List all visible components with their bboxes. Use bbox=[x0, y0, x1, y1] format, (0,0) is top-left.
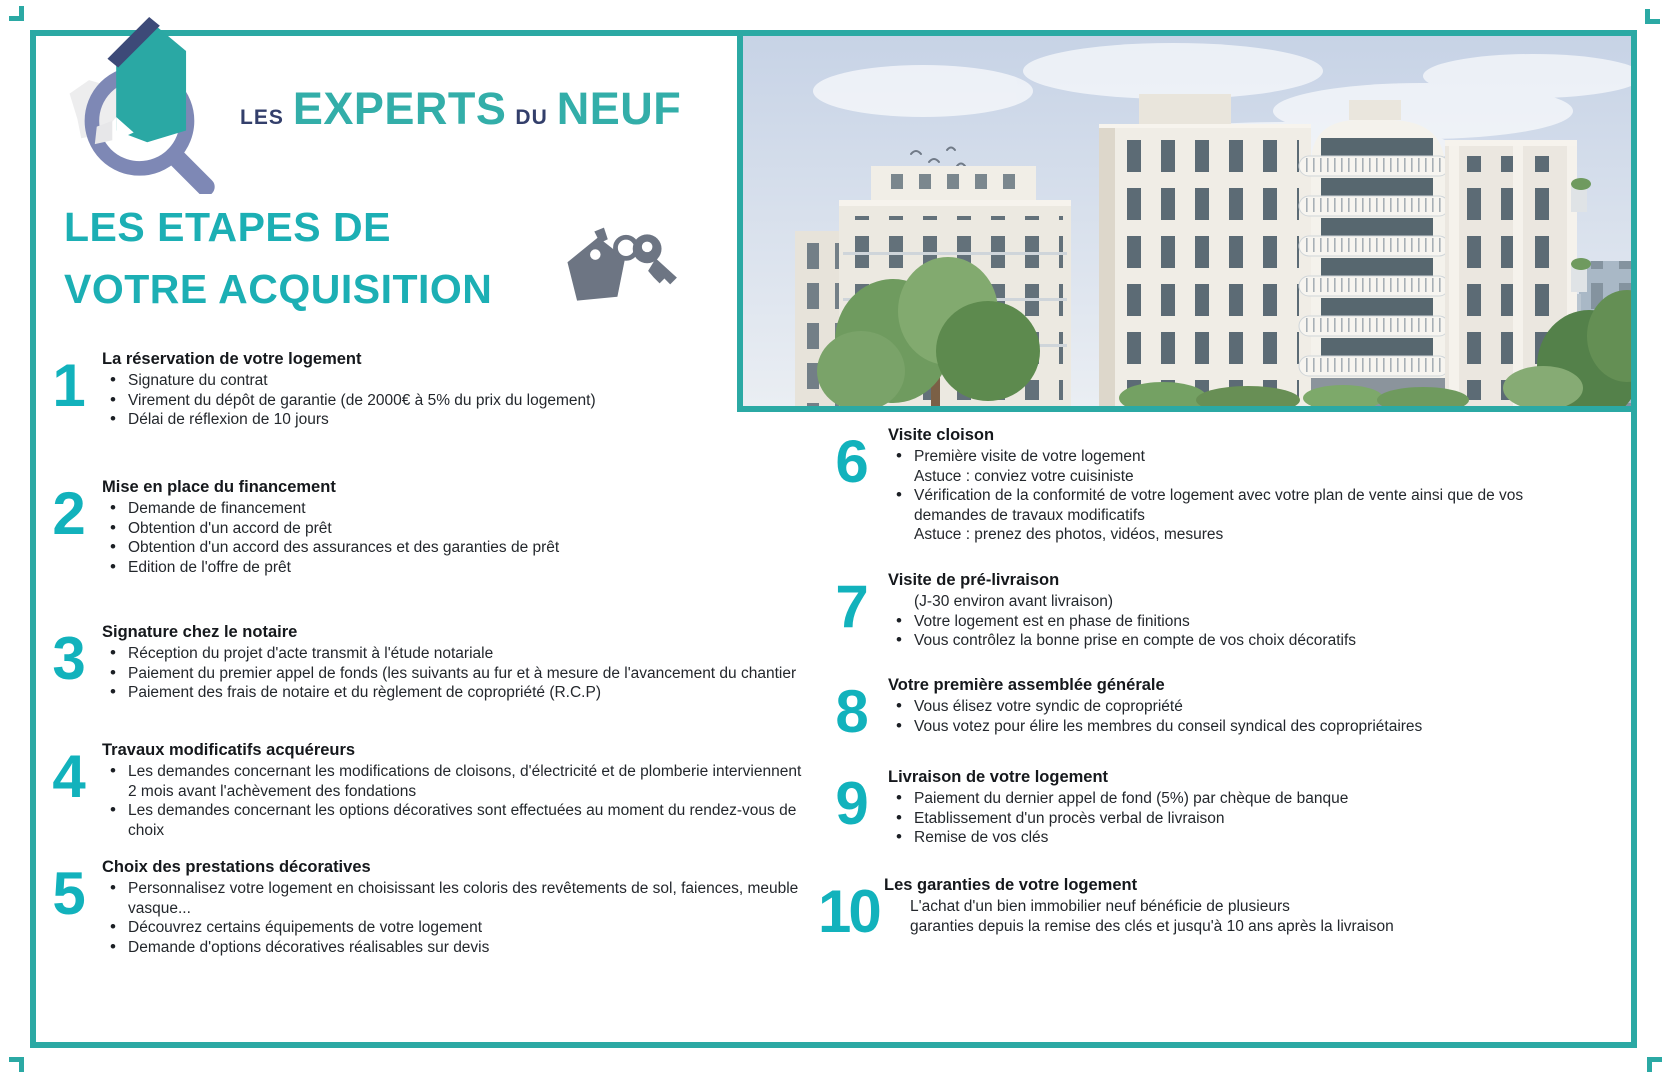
brand-logo bbox=[56, 4, 681, 199]
step-9 bbox=[822, 767, 1348, 848]
step-item-note: Astuce : conviez votre cuisiniste bbox=[914, 467, 1134, 485]
step-8 bbox=[822, 675, 1423, 745]
step-item: • Demande de financement bbox=[102, 499, 559, 519]
step-2-items bbox=[102, 499, 559, 577]
step-2 bbox=[44, 477, 559, 577]
step-item: • Votre logement est en phase de finitions bbox=[888, 612, 1356, 632]
step-3-heading: Signature chez le notaire bbox=[102, 623, 298, 641]
corner-mark-bottom-left bbox=[9, 1057, 24, 1072]
step-4-number: 4 bbox=[52, 743, 86, 810]
step-item: • Signature du contrat bbox=[102, 371, 596, 391]
step-item: • Vous élisez votre syndic de copropriété bbox=[888, 697, 1422, 717]
logo-word-neuf: NEUF bbox=[556, 82, 682, 134]
step-8-items bbox=[888, 697, 1422, 736]
corner-mark-top-left bbox=[9, 6, 24, 21]
brand-logo-text bbox=[231, 83, 681, 135]
step-item-note: garanties depuis la remise des clés et jusqu'à 10 ans après la livraison bbox=[910, 917, 1394, 935]
corner-mark-bottom-right bbox=[1647, 1057, 1662, 1072]
house-keys-icon bbox=[552, 220, 677, 321]
step-item: • Vous contrôlez la bonne prise en compte de vos choix décoratifs bbox=[888, 631, 1356, 651]
step-item: • Paiement du dernier appel de fond (5%) par chèque de banque bbox=[888, 789, 1348, 809]
step-6-items bbox=[888, 447, 1536, 545]
step-item-note: L'achat d'un bien immobilier neuf bénéficie de plusieurs bbox=[910, 898, 1290, 915]
corner-mark-top-right bbox=[1645, 9, 1660, 24]
new-apartment-building-photo bbox=[737, 30, 1637, 412]
step-item-note: Astuce : prenez des photos, vidéos, mesures bbox=[914, 526, 1224, 543]
step-item: • Personnalisez votre logement en choisissant les coloris des revêtements de sol, faiences, meuble vasque... bbox=[102, 879, 814, 918]
step-5-number: 5 bbox=[52, 860, 86, 927]
step-4 bbox=[44, 740, 814, 840]
step-item: • Etablissement d'un procès verbal de livraison bbox=[888, 809, 1348, 829]
step-item: • Obtention d'un accord de prêt bbox=[102, 519, 559, 539]
step-6-heading: Visite cloison bbox=[888, 426, 995, 444]
step-2-number: 2 bbox=[52, 480, 86, 547]
step-item: • Edition de l'offre de prêt bbox=[102, 558, 559, 578]
step-10 bbox=[818, 875, 1394, 945]
step-item: • Paiement du premier appel de fonds (les suivants au fur et à mesure de l'avancement du chantier bbox=[102, 664, 796, 684]
step-1 bbox=[44, 349, 596, 430]
step-9-number: 9 bbox=[835, 770, 869, 837]
logo-word-les: LES bbox=[240, 105, 284, 129]
step-item: • Vous votez pour élire les membres du conseil syndical des copropriétaires bbox=[888, 717, 1422, 737]
page-title bbox=[64, 196, 492, 320]
step-10-items bbox=[884, 897, 1394, 936]
step-7-items bbox=[888, 592, 1356, 651]
step-item: • Remise de vos clés bbox=[888, 828, 1348, 848]
logo-word-du: DU bbox=[515, 105, 548, 129]
step-2-heading: Mise en place du financement bbox=[102, 478, 336, 496]
step-item: • Vérification de la conformité de votre logement avec votre plan de vente ainsi que de vos demandes de travaux modificatifs bbox=[888, 486, 1536, 525]
page-title-line2: VOTRE ACQUISITION bbox=[64, 266, 493, 312]
step-6 bbox=[822, 425, 1536, 545]
step-item: • Découvrez certains équipements de votre logement bbox=[102, 918, 814, 938]
step-1-number: 1 bbox=[52, 352, 86, 419]
step-5-items bbox=[102, 879, 814, 957]
step-10-number: 10 bbox=[818, 878, 879, 945]
step-8-number: 8 bbox=[835, 678, 869, 745]
step-4-heading: Travaux modificatifs acquéreurs bbox=[102, 741, 356, 759]
step-7-number: 7 bbox=[835, 573, 869, 640]
step-item: • Virement du dépôt de garantie (de 2000€ à 5% du prix du logement) bbox=[102, 391, 596, 411]
step-9-items bbox=[888, 789, 1348, 848]
step-6-number: 6 bbox=[835, 428, 869, 495]
step-7-heading: Visite de pré-livraison bbox=[888, 571, 1060, 589]
step-item: • Obtention d'un accord des assurances et des garanties de prêt bbox=[102, 538, 559, 558]
step-5 bbox=[44, 857, 814, 957]
step-3-number: 3 bbox=[52, 625, 86, 692]
step-8-heading: Votre première assemblée générale bbox=[888, 676, 1165, 694]
step-item-note: (J-30 environ avant livraison) bbox=[914, 593, 1114, 610]
step-item: • Réception du projet d'acte transmit à l'étude notariale bbox=[102, 644, 796, 664]
step-item: • Demande d'options décoratives réalisables sur devis bbox=[102, 938, 814, 958]
step-7 bbox=[822, 570, 1356, 651]
step-3 bbox=[44, 622, 796, 703]
step-item: • Délai de réflexion de 10 jours bbox=[102, 410, 596, 430]
step-item: • Première visite de votre logement bbox=[888, 447, 1536, 467]
step-1-items bbox=[102, 371, 596, 430]
page-title-line1: LES ETAPES DE bbox=[64, 204, 391, 250]
step-9-heading: Livraison de votre logement bbox=[888, 768, 1109, 786]
step-item: • Les demandes concernant les modifications de cloisons, d'électricité et de plomberie interviennent 2 mois avant l'achèvement des fondations bbox=[102, 762, 814, 801]
step-4-items bbox=[102, 762, 814, 840]
step-1-heading: La réservation de votre logement bbox=[102, 350, 362, 368]
step-item: • Les demandes concernant les options décoratives sont effectuées au moment du rendez-vous de choix bbox=[102, 801, 814, 840]
house-magnifier-icon bbox=[56, 4, 221, 199]
step-10-heading: Les garanties de votre logement bbox=[884, 876, 1138, 894]
step-5-heading: Choix des prestations décoratives bbox=[102, 858, 371, 876]
step-3-items bbox=[102, 644, 796, 703]
logo-word-experts: EXPERTS bbox=[292, 82, 507, 134]
step-item: • Paiement des frais de notaire et du règlement de copropriété (R.C.P) bbox=[102, 683, 796, 703]
